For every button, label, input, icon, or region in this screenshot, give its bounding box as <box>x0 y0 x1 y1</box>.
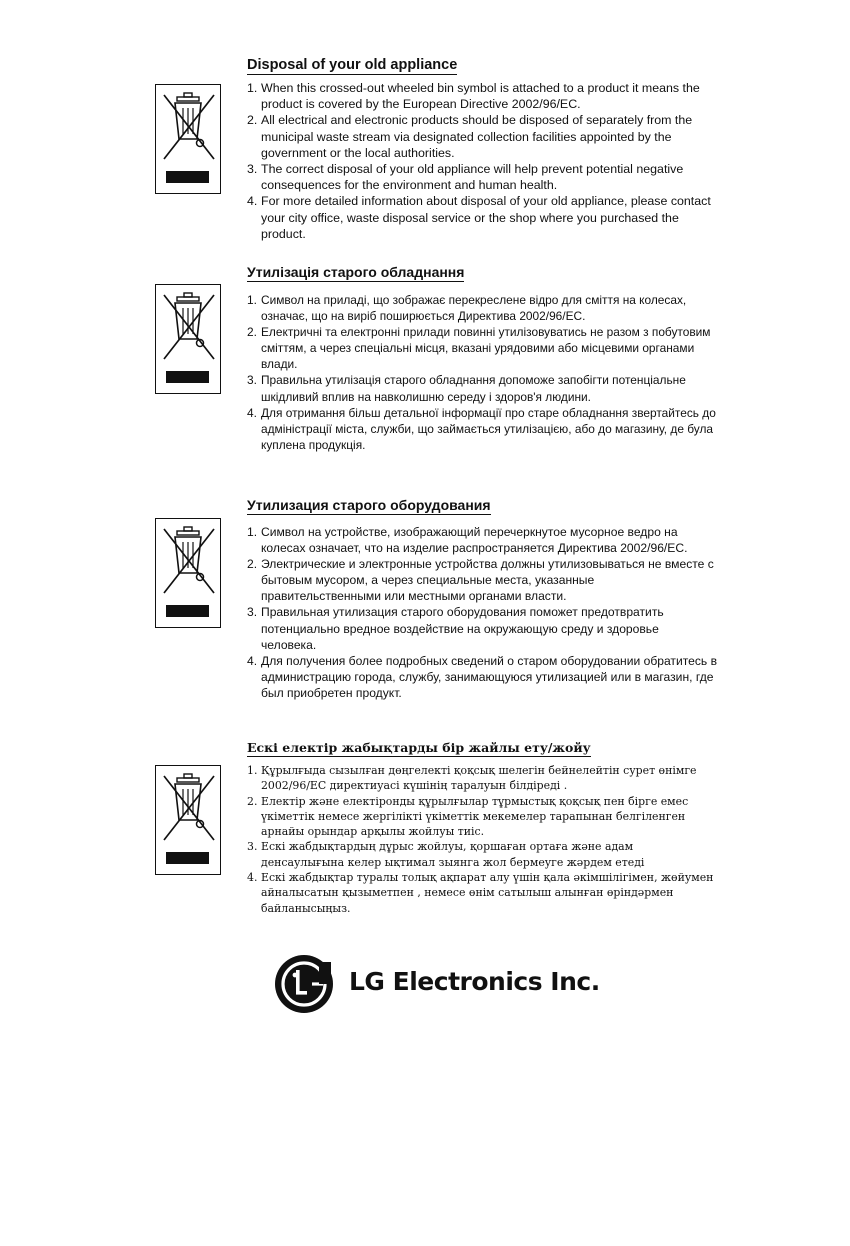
weee-bar <box>166 605 209 617</box>
section-title: Утилізація старого обладнання <box>247 264 465 280</box>
list-item: Для отримання більш детальної інформації про старе обладнання звертайтесь до адміністрації міста, служби, що займається утилізацією, або до магазину, де була куплена продукція. <box>261 405 716 452</box>
list-item: All electrical and electronic products should be disposed of separately from the municipal waste stream via designated collection facilities appointed by the government or the local authorities. <box>261 113 693 160</box>
list-item: Құрылғыда сызылған дөңгелекті қоқсық шелегін бейнелейтін сурет өнімге 2002/96/EC директиуасі күшінің таралуын білдіреді . <box>261 764 697 793</box>
weee-bar <box>166 371 209 383</box>
crossed-out-wheeled-bin-icon <box>155 518 221 628</box>
list-item: When this crossed-out wheeled bin symbol is attached to a product it means the product is covered by the European Directive 2002/96/EC. <box>261 81 700 112</box>
list-item: Правильна утилізація старого обладнання допоможе запобігти потенціальне шкідливий вплив на навколишню середу і здоров'я людини. <box>261 373 686 404</box>
section-title: Ескі електір жабықтарды бір жайлы ету/жойу <box>247 740 591 755</box>
item-list <box>247 763 717 916</box>
section-title: Disposal of your old appliance <box>247 57 458 73</box>
weee-bar <box>166 171 209 183</box>
list-item: Електір жәнe електіронды құрылғылар тұрмыстық қоқсық пен бірге емес үкіметтік немесе жергілікті үкіметтік мекемелер тарапынан белгіленген арнайы орындар арқылы жойлуы тиіс. <box>261 794 689 839</box>
list-item: For more detailed information about disposal of your old appliance, please contact your city office, waste disposal service or the shop where you purchased the product. <box>261 194 711 241</box>
list-item: Символ на приладі, що зображає перекреслене відро для сміття на колесах, означає, що на виріб поширюється Директива 2002/96/EC. <box>261 293 687 324</box>
crossed-out-wheeled-bin-icon <box>155 765 221 875</box>
company-name: LG Electronics Inc. <box>349 967 600 996</box>
list-item: Правильная утилизация старого оборудования поможет предотвратить потенциально вредное воздействие на окружающую среду и здоровье человека. <box>261 605 664 652</box>
list-item: Для получения более подробных сведений о старом оборудовании обратитесь в администрацию города, службу, занимающуюся утилизацией или в магазин, где был приобретен продукт. <box>261 653 717 700</box>
crossed-out-wheeled-bin-icon <box>155 84 221 194</box>
item-list <box>247 524 717 701</box>
list-item: Ескі жабдықтар туралы толық ақпарат алу үшін қала әкімшілігімен, жөйумен айналысатын қызыметпен , немесе өнім сатылыш алынған өріндәрмен байланысыңыз. <box>261 871 714 915</box>
item-list <box>247 292 717 453</box>
list-item: Электрические и электронные устройства должны утилизовываться не вместе с бытовым мусором, а через специальные места, указанные правительственными или местными органами власти. <box>261 557 714 604</box>
list-item: Електричні та електронні прилади повинні утилізовуватись не разом з побутовим сміттям, а через спеціальні місця, вказані урядовими або місцевими органами влади. <box>261 325 711 372</box>
lg-logo <box>274 954 604 1014</box>
list-item: The correct disposal of your old appliance will help prevent potential negative consequences for the environment and human health. <box>261 162 684 193</box>
section-title: Утилизация старого оборудования <box>247 497 491 513</box>
lg-logo-icon <box>274 954 334 1014</box>
item-list <box>247 80 717 242</box>
list-item: Символ на устройстве, изображающий перечеркнутое мусорное ведро на колесах означает, что на изделие распространяется Директива 2002/96/EC. <box>261 525 688 556</box>
list-item: Ескі жабдықтардың дұрыс жойлуы, қоршаған ортаға жәнe адам денсаулығына келер ықтимал зыянга жол бермеуге жәрдем етеді <box>261 840 645 869</box>
weee-bar <box>166 852 209 864</box>
crossed-out-wheeled-bin-icon <box>155 284 221 394</box>
